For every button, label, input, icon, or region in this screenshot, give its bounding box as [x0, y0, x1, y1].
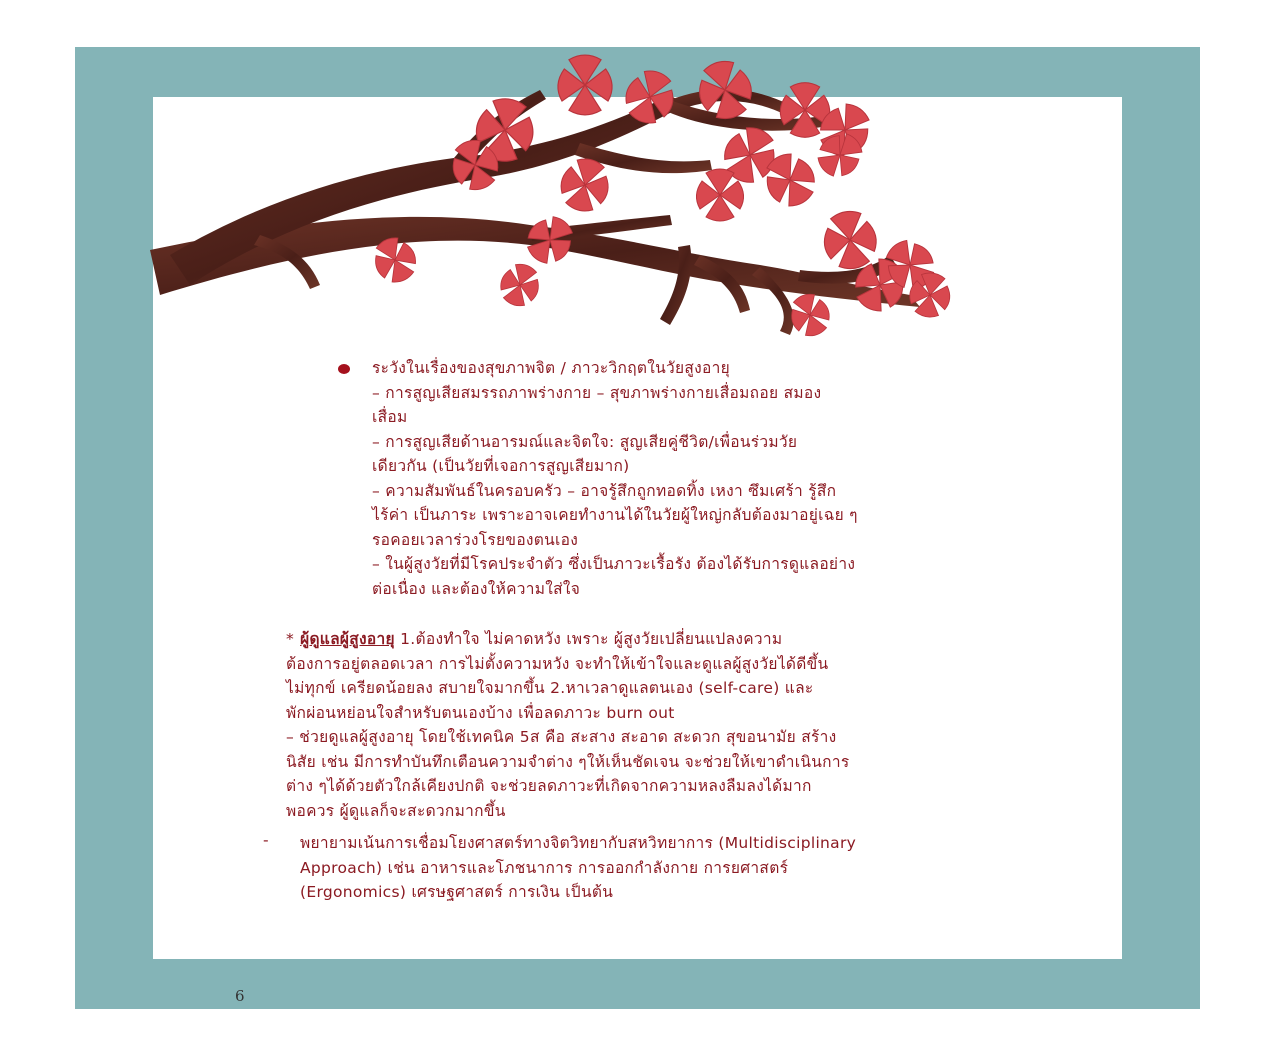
- body-line: พอควร ผู้ดูแลก็จะสะดวกมากขึ้น: [286, 801, 506, 820]
- body-line: ต้องการอยู่ตลอดเวลา การไม่ตั้งความหวัง จะทำให้เข้าใจและดูแลผู้สูงวัยได้ดีขึ้น: [286, 654, 829, 673]
- body-line: (Ergonomics) เศรษฐศาสตร์ การเงิน เป็นต้น: [300, 883, 614, 901]
- dash-marker: -: [263, 831, 269, 849]
- body-line: นิสัย เช่น มีการทำบันทึกเตือนความจำต่าง ๆให้เห็นชัดเจน จะช่วยให้เขาดำเนินการ: [286, 752, 850, 771]
- body-line: พยายามเน้นการเชื่อมโยงศาสตร์ทางจิตวิทยากับสหวิทยาการ (Multidisciplinary: [300, 834, 857, 852]
- body-line: ต่อเนื่อง และต้องให้ความใส่ใจ: [372, 579, 581, 598]
- body-line: Approach) เช่น อาหารและโภชนาการ การออกกำลังกาย การยศาสตร์: [300, 858, 789, 877]
- section-caregiver: [286, 627, 1054, 823]
- body-line: เสื่อม: [372, 408, 408, 426]
- body-line: – ในผู้สูงวัยที่มีโรคประจำตัว ซึ่งเป็นภาวะเรื้อรัง ต้องได้รับการดูแลอย่าง: [372, 555, 856, 573]
- page-number: 6: [235, 987, 245, 1005]
- blossom-branch-illustration: [150, 45, 960, 345]
- body-line: – ช่วยดูแลผู้สูงอายุ โดยใช้เทคนิค 5ส คือ สะสาง สะอาด สะดวก สุขอนามัย สร้าง: [286, 728, 837, 746]
- bullet-dot-icon: [338, 364, 350, 374]
- section-heading: ระวังในเรื่องของสุขภาพจิต / ภาวะวิกฤตในวัยสูงอายุ: [372, 359, 731, 377]
- body-line: – การสูญเสียสมรรถภาพร่างกาย – สุขภาพร่างกายเสื่อมถอย สมอง: [372, 383, 822, 402]
- body-line: – ความสัมพันธ์ในครอบครัว – อาจรู้สึกถูกทอดทิ้ง เหงา ซึมเศร้า รู้สึก: [372, 481, 837, 500]
- caregiver-first-line: [286, 627, 1054, 652]
- section-mental-health: [372, 356, 1054, 601]
- body-line: รอคอยเวลาร่วงโรยของตนเอง: [372, 530, 579, 549]
- body-line: – การสูญเสียด้านอารมณ์และจิตใจ: สูญเสียคู่ชีวิต/เพื่อนร่วมวัย: [372, 432, 798, 451]
- body-line: ไร้ค่า เป็นภาระ เพราะอาจเคยทำงานได้ในวัยผู้ใหญ่กลับต้องมาอยู่เฉย ๆ: [372, 506, 858, 524]
- body-line: ไม่ทุกข์ เครียดน้อยลง สบายใจมากขึ้น 2.หาเวลาดูแลตนเอง (self-care) และ: [286, 679, 814, 697]
- section-multidisciplinary: [300, 831, 1054, 905]
- body-line: ต่าง ๆได้ด้วยตัวใกล้เคียงปกติ จะช่วยลดภาวะที่เกิดจากความหลงลืมลงได้มาก: [286, 777, 812, 795]
- caregiver-label: ผู้ดูแลผู้สูงอายุ: [300, 630, 395, 648]
- body-text: 1.ต้องทำใจ ไม่คาดหวัง เพราะ ผู้สูงวัยเปลี่ยนแปลงความ: [400, 630, 783, 648]
- body-line: พักผ่อนหย่อนใจสำหรับตนเองบ้าง เพื่อลดภาวะ burn out: [286, 703, 675, 722]
- body-line: เดียวกัน (เป็นวัยที่เจอการสูญเสียมาก): [372, 457, 630, 475]
- star-marker: *: [286, 630, 295, 648]
